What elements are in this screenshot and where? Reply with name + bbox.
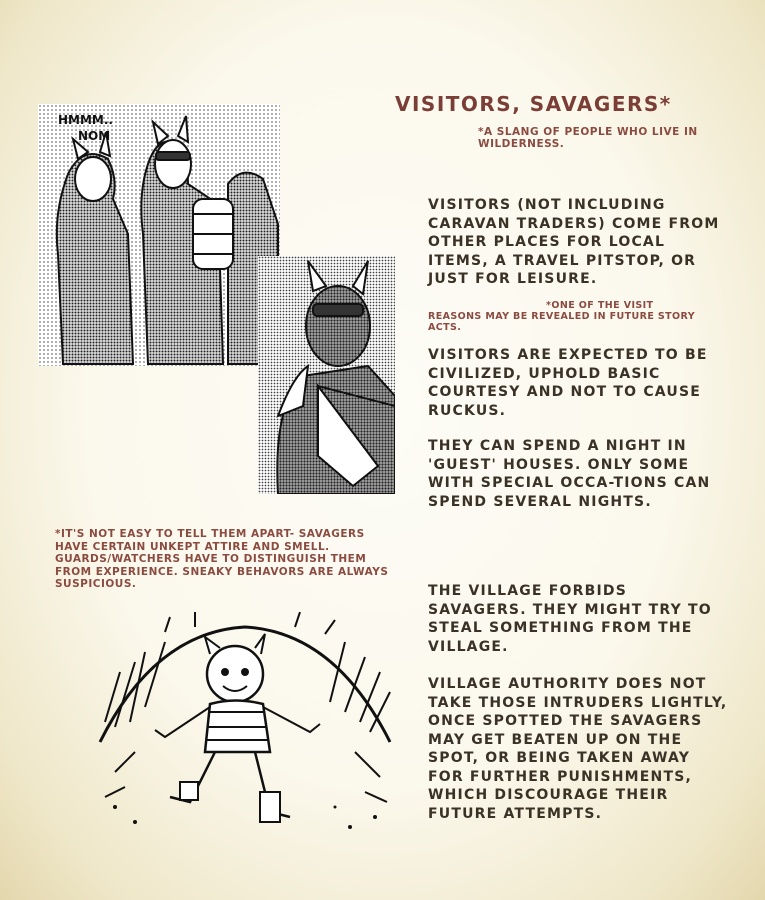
savagers-forbid-paragraph: THE VILLAGE FORBIDS SAVAGERS. THEY MIGHT TRY TO STEAL SOMETHING FROM THE VILLAGE.: [428, 583, 712, 655]
visitors-stay-paragraph: THEY CAN SPEND A NIGHT IN 'GUEST' HOUSES. ONLY SOME WITH SPECIAL OCCA-TIONS CAN SPEND SEVERAL NIGHTS.: [428, 438, 711, 510]
visit-reason-footnote: *ONE OF THE VISIT REASONS MAY BE REVEALED IN FUTURE STORY ACTS.: [428, 300, 696, 333]
page-title: VISITORS, SAVAGERS*: [395, 92, 672, 116]
visitors-intro-text: VISITORS (NOT INCLUDING CARAVAN TRADERS) COME FROM OTHER PLACES FOR LOCAL ITEMS, A TRAVEL PITSTOP, OR JUST FOR LEISURE.: [428, 197, 720, 287]
savagers-footnote: *IT'S NOT EASY TO TELL THEM APART- SAVAGERS HAVE CERTAIN UNKEPT ATTIRE AND SMELL. GUARDS/WATCHERS HAVE TO DISTINGUISH THEM FROM EXPERIENCE. SNEAKY BEHAVORS ARE ALWAYS SUSPICIOUS.: [55, 528, 389, 590]
title-footnote: *A SLANG OF PEOPLE WHO LIVE IN WILDERNESS.: [478, 126, 698, 150]
goat-visitor-panel: [258, 256, 395, 494]
visitors-intro-paragraph: [428, 196, 728, 289]
visitors-expected-paragraph: VISITORS ARE EXPECTED TO BE CIVILIZED, UPHOLD BASIC COURTESY AND NOT TO CAUSE RUCKUS.: [428, 347, 708, 419]
svg-text:NOM: NOM: [78, 129, 111, 143]
authority-paragraph: VILLAGE AUTHORITY DOES NOT TAKE THOSE INTRUDERS LIGHTLY, ONCE SPOTTED THE SAVAGERS MAY GET BEATEN UP ON THE SPOT, OR BEING TAKEN AWAY FOR FURTHER PUNISHMENTS, WHICH DISCOURAGE THEIR FUTURE ATTEMPTS.: [428, 676, 728, 822]
panel-sfx-text: HMMM..: [58, 113, 113, 127]
visitors-group-panel: [38, 104, 280, 366]
savager-running-illustration: [95, 612, 395, 837]
